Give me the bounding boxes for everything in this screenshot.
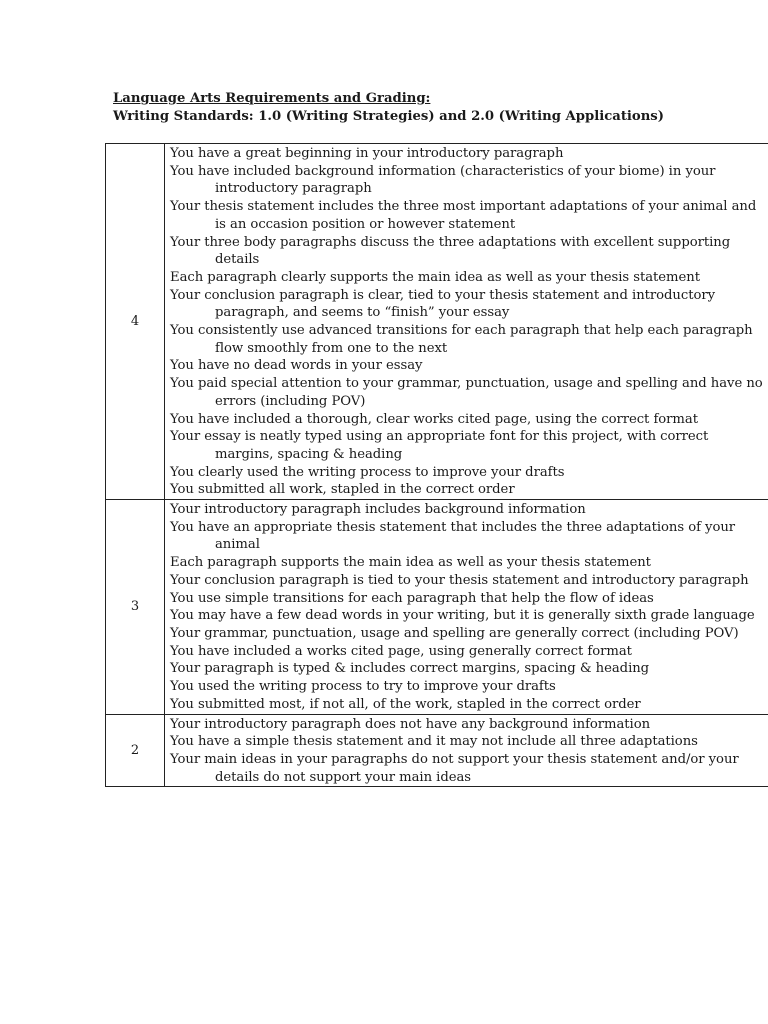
criterion-item: You use simple transitions for each paragraph that help the flow of ideas (170, 590, 654, 606)
criterion-item: You may have a few dead words in your writing, but it is generally sixth grade language (170, 608, 755, 624)
criterion-item: Your essay is neatly typed using an appropriate font for this project, with correct margins, spacing & heading (170, 429, 709, 462)
criterion-item: You have a simple thesis statement and it may not include all three adaptations (170, 734, 698, 750)
rubric-row (106, 500, 768, 714)
criteria-cell (165, 714, 768, 787)
criterion-item: Your conclusion paragraph is clear, tied to your thesis statement and introductory paragraph, and seems to “finish” your essay (170, 287, 715, 321)
criterion-item: You clearly used the writing process to improve your drafts (170, 464, 565, 480)
criterion-item: Each paragraph clearly supports the main idea as well as your thesis statement (170, 269, 700, 285)
criterion-item: Your conclusion paragraph is tied to your thesis statement and introductory paragraph (170, 572, 749, 588)
document-header (113, 90, 673, 125)
criterion-item: Your thesis statement includes the three most important adaptations of your animal and is an occasion position or however statement (170, 199, 757, 232)
criterion-item: Your three body paragraphs discuss the three adaptations with excellent supporting details (170, 234, 731, 268)
score-cell: 4 (106, 144, 165, 500)
criterion-item: You have no dead words in your essay (170, 358, 423, 374)
criterion-item: You submitted most, if not all, of the work, stapled in the correct order (170, 696, 641, 712)
criterion-item: You have included background information (characteristics of your biome) in your introductory paragraph (170, 163, 716, 197)
score-cell: 3 (106, 500, 165, 714)
criterion-item: You have an appropriate thesis statement that includes the three adaptations of your animal (170, 519, 736, 553)
document-title: Language Arts Requirements and Grading: (113, 91, 431, 106)
rubric-row (106, 144, 768, 500)
criterion-item: You submitted all work, stapled in the correct order (170, 482, 515, 498)
criterion-item: Your introductory paragraph does not have any background information (170, 716, 651, 732)
criteria-cell (165, 500, 768, 714)
criterion-item: Your grammar, punctuation, usage and spelling are generally correct (including POV) (170, 625, 739, 641)
criterion-item: You paid special attention to your grammar, punctuation, usage and spelling and have no errors (including POV) (170, 376, 763, 409)
document-subtitle: Writing Standards: 1.0 (Writing Strategies) and 2.0 (Writing Applications) (113, 108, 664, 124)
rubric-body (106, 144, 768, 787)
criteria-cell (165, 144, 768, 500)
criterion-item: You have included a works cited page, using generally correct format (170, 643, 632, 659)
criterion-item: You used the writing process to try to improve your drafts (170, 679, 556, 695)
criterion-item: You have included a thorough, clear works cited page, using the correct format (170, 411, 698, 427)
score-cell: 2 (106, 714, 165, 787)
criterion-item: You have a great beginning in your introductory paragraph (170, 146, 564, 161)
criterion-item: Your introductory paragraph includes background information (170, 502, 586, 518)
criterion-item: Your paragraph is typed & includes correct margins, spacing & heading (170, 661, 650, 677)
rubric-row (106, 714, 768, 787)
criterion-item: Your main ideas in your paragraphs do not support your thesis statement and/or your details do not support your main ideas (170, 751, 739, 785)
criterion-item: You consistently use advanced transitions for each paragraph that help each paragraph flow smoothly from one to the next (170, 323, 753, 356)
criterion-item: Each paragraph supports the main idea as well as your thesis statement (170, 555, 651, 571)
grading-rubric-table (105, 143, 768, 787)
